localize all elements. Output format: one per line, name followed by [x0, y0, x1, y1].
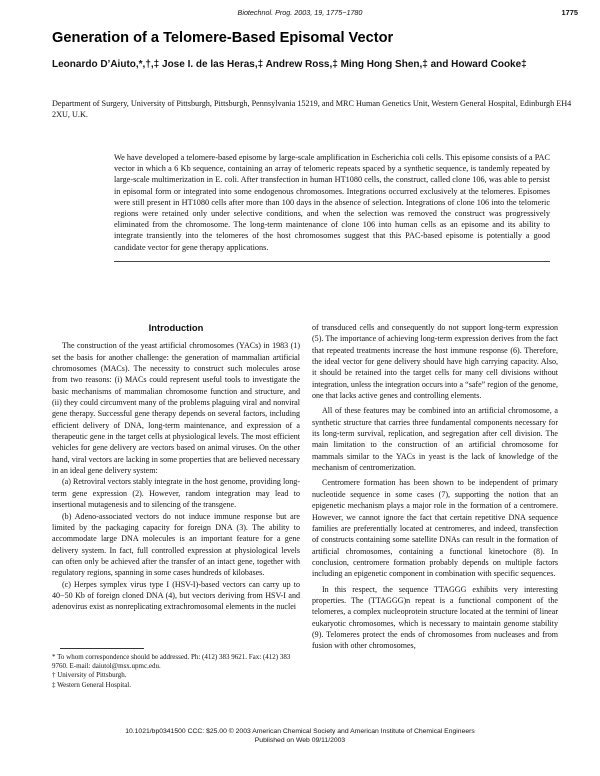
- paragraph: All of these features may be combined into an artificial chromosome, a synthetic structure that carries three fundamental components necessary for its long-term survival, replication, and segregation after cell division. The main limitation to the construction of an artificial chromosome for mammals similar to the YACs in yeast is the lack of knowledge of the mechanism of centromerization.: [312, 406, 558, 473]
- footer-published-date: Published on Web 09/11/2003: [254, 737, 346, 744]
- footer-doi-copyright: 10.1021/bp0341500 CCC: $25.00 © 2003 American Chemical Society and American Institute of Chemical Engineers: [125, 728, 475, 735]
- body-column-left: [52, 322, 300, 613]
- page-number: 1775: [561, 8, 578, 17]
- footnotes: [52, 653, 300, 690]
- footnote-correspondence: * To whom correspondence should be addressed. Ph: (412) 383 9621. Fax: (412) 383 9760. E-mail: daiutol@msx.upmc.edu.: [52, 653, 291, 671]
- paragraph: The construction of the yeast artificial chromosomes (YACs) in 1983 (1) set the basis for another challenge: the generation of mammalian artificial chromosomes (MACs). The necessity to construct such molecules arose from two reasons: (i) MACs could represent useful tools to investigate the basic mechanisms of mammalian chromosome function and structure, and (ii) they could circumvent many of the problems plaguing viral and nonviral gene therapy. Successful gene therapy depends on several factors, including efficient delivery of DNA, long-term maintenance, and expression of a therapeutic gene in the target cells at physiological levels. The most efficient vehicles for gene delivery are vectors based on animal viruses. On the other hand, viral vectors are lacking in some properties that are believed necessary in an ideal gene delivery system:: [52, 341, 300, 476]
- journal-header: Biotechnol. Prog. 2003, 19, 1775−1780: [237, 8, 363, 17]
- paragraph: In this respect, the sequence TTAGGG exhibits very interesting properties. The (TTAGGG)n repeat is a functional component of the telomeres, a complex nucleoprotein structure located at the termini of linear eukaryotic chromosomes, which is necessary to maintain genome stability (9). Telomeres protect the ends of chromosomes from nucleases and from fusion with other chromosomes,: [312, 584, 558, 651]
- paragraph: Centromere formation has been shown to be independent of primary nucleotide sequence in some cases (7), supporting the notion that an epigenetic mechanism plays a major role in the formation of a centromere. However, we cannot ignore the fact that certain repetitive DNA sequence families are preferentially located at centromeres, and indeed, transfection of constructs containing some satellite DNAs can result in the formation of artificial chromosomes, containing a functional kinetochore (8). In conclusion, centromere formation probably depends on multiple factors including an epigenetic component in combination with specific sequences.: [312, 478, 558, 579]
- footnote-affiliation-2: ‡ Western General Hospital.: [52, 680, 132, 689]
- footnote-divider: [60, 648, 144, 649]
- page-footer: [0, 727, 600, 745]
- paragraph: (b) Adeno-associated vectors do not induce immune response but are limited by the packaging capacity for foreign DNA (3). The ability to accommodate large DNA molecules is an important feature for a gene delivery system. In fact, full controlled expression at physiological levels can often only be achieved after the transfer of an intact gene, together with regulatory regions, spanning in some cases hundreds of kilobases.: [52, 511, 300, 578]
- paragraph: (c) Herpes symplex virus type I (HSV-I)-based vectors can carry up to 40−50 Kb of foreign cloned DNA (4), but vectors deriving from HSV-I and adenovirus exist as nonreplicating extrachromosomal elements in the nuclei: [52, 579, 300, 612]
- section-heading-introduction: Introduction: [148, 322, 204, 333]
- affiliation: Department of Surgery, University of Pittsburgh, Pittsburgh, Pennsylvania 15219, and MRC Human Genetics Unit, Western General Hospital, Edinburgh EH4 2XU, U.K.: [52, 99, 572, 119]
- body-column-right: [312, 322, 558, 652]
- paragraph: of transduced cells and consequently do not support long-term expression (5). The importance of achieving long-term expression derives from the fact that repeated treatments increase the host immune response (6). Therefore, the ideal vector for gene delivery should have high carrying capacity. Also, it should be retained into the target cells for many cell divisions without integration, unless the integration occurs into a “safe” region of the genome, one that lacks active genes and controlling elements.: [312, 323, 558, 401]
- author-list: Leonardo D’Aiuto,*,†,‡ Jose I. de las Heras,‡ Andrew Ross,‡ Ming Hong Shen,‡ and Howard Cooke‡: [52, 59, 527, 70]
- paragraph: (a) Retroviral vectors stably integrate in the host genome, providing long-term gene expression (2). However, random integration may lead to insertional mutagenesis and to silencing of the transgene.: [52, 477, 300, 510]
- abstract: We have developed a telomere-based episome by large-scale amplification in Escherichia coli cells. This episome consists of a PAC vector in which a 6 Kb sequence, containing an array of telomeric repeats spaced by a synthetic sequence, is tandemly repeated by large-scale multimerization in E. coli. After transfection in human HT1080 cells, the construct, called clone 106, was able to persist in episomal form or integrated into some endogenous chromosomes. Integrations occurred exclusively at the telomeres. Episomes were still present in HT1080 cells after more than 100 days in the absence of selection. Integrations of clone 106 into the telomeric regions were retained only under selective conditions, and when the selection was removed the construct was progressively eliminated from the chromosome. The long-term maintenance of clone 106 into human cells as an episome and its ability to integrate transiently into the telomeres of the host chromosomes suggest that this PAC-based episome is potentially a good candidate vector for gene therapy applications.: [114, 152, 550, 262]
- footnote-affiliation-1: † University of Pittsburgh.: [52, 671, 127, 680]
- article-title: Generation of a Telomere-Based Episomal Vector: [52, 30, 394, 46]
